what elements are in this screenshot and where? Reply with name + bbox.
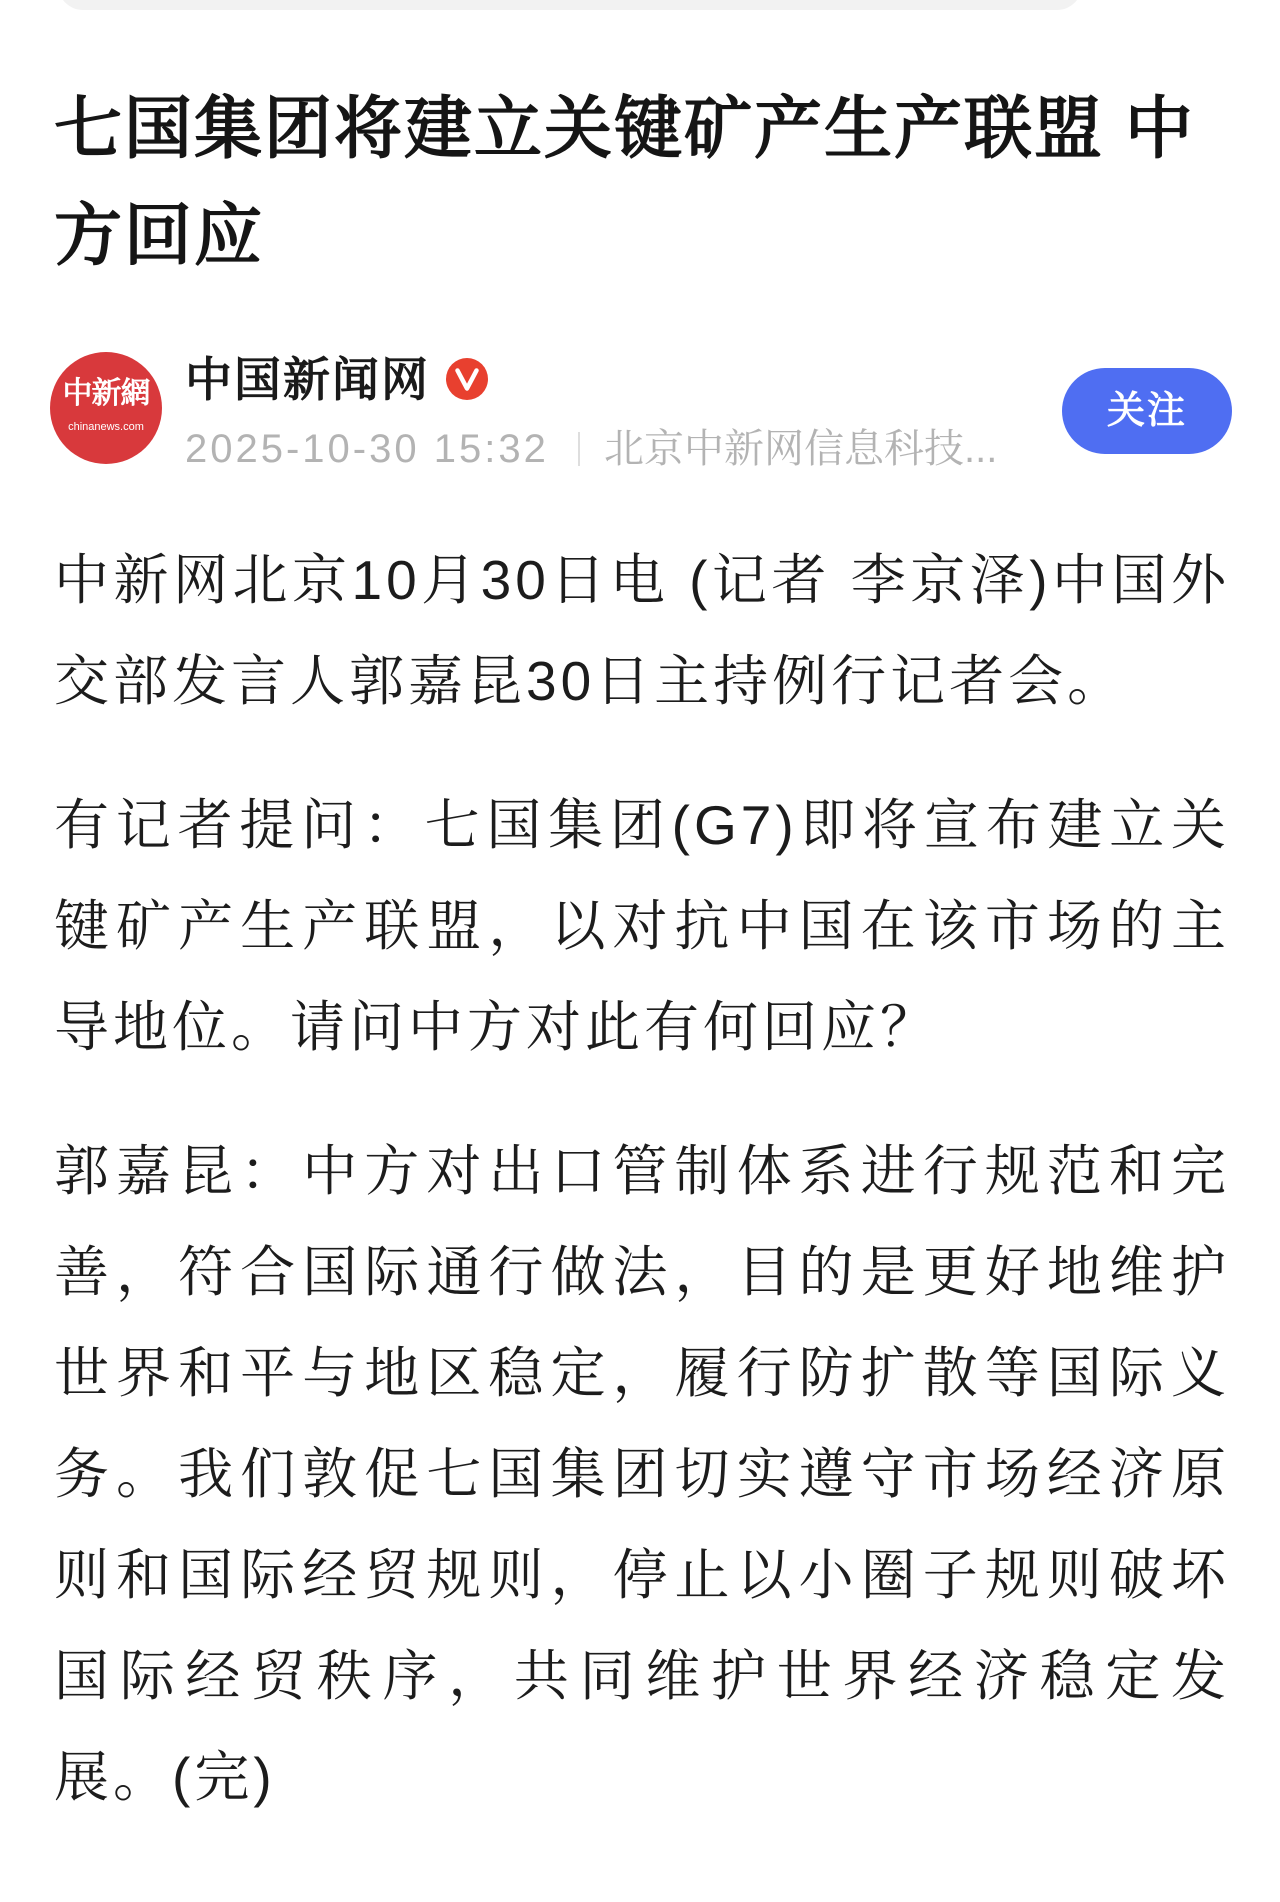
- verified-badge-icon: [445, 357, 489, 401]
- author-row: [50, 352, 1232, 471]
- top-search-bar[interactable]: [58, 0, 1082, 10]
- article-paragraph: 郭嘉昆：中方对出口管制体系进行规范和完善，符合国际通行做法，目的是更好地维护世界和平与地区稳定，履行防扩散等国际义务。我们敦促七国集团切实遵守市场经济原则和国际经贸规则，停止以小圈子规则破坏国际经贸秩序，共同维护世界经济稳定发展。(完): [54, 1140, 1230, 1808]
- publisher-source: 北京中新网信息科技...: [604, 427, 998, 471]
- author-avatar[interactable]: [50, 352, 162, 464]
- follow-button[interactable]: 关注: [1062, 368, 1232, 454]
- article-paragraph: 有记者提问：七国集团(G7)即将宣布建立关键矿产生产联盟，以对抗中国在该市场的主导地位。请问中方对此有何回应？: [54, 794, 1230, 1058]
- publish-date: 2025-10-30 15:32: [185, 427, 549, 471]
- author-name[interactable]: 中国新闻网: [185, 353, 430, 406]
- meta-divider: [578, 432, 580, 466]
- article-paragraph: 中新网北京10月30日电 (记者 李京泽)中国外交部发言人郭嘉昆30日主持例行记者会。: [54, 549, 1230, 712]
- article-title: 七国集团将建立关键矿产生产联盟 中方回应: [54, 91, 1195, 274]
- article-body: [54, 530, 1230, 1828]
- avatar-logo-domain: chinanews.com: [68, 421, 144, 433]
- avatar-logo-text: 中新網: [62, 376, 150, 411]
